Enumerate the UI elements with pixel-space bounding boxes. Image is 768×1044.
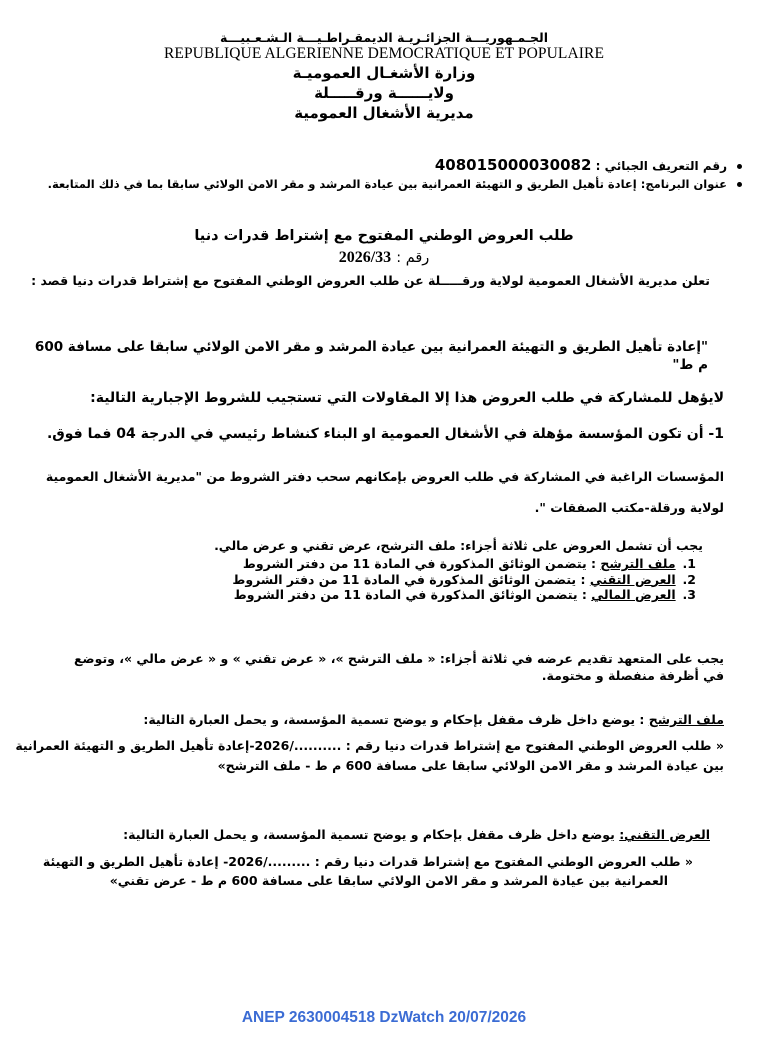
candidacy-label: ملف الترشح xyxy=(648,712,724,727)
tender-object: "إعادة تأهيل الطريق و التهيئة العمرانية بين عيادة المرشد و مقر الامن الولائي سابقا على مسافة 600 م ط" xyxy=(34,339,708,373)
tax-id-value: 408015000030082 xyxy=(434,156,592,174)
parts-intro: يجب أن تشمل العروض على ثلاثة أجزاء: ملف الترشح، عرض تقني و عرض مالي. xyxy=(214,538,703,553)
parts-list xyxy=(176,556,696,603)
candidacy-instructions: : يوضع داخل ظرف مقفل بإحكام و يوضح تسمية المؤسسة، و يحمل العبارة التالية: xyxy=(143,712,645,727)
list-item xyxy=(176,587,696,603)
republic-arabic: الجـمـهوريـــة الجزائـريـة الديمقـراطـيـــة الـشـعـبيـــة xyxy=(219,30,548,45)
technical-phrase-2: العمرانية بين عيادة المرشد و مقر الامن الولائي سابقا على مسافة 600 م ط - عرض تقني» xyxy=(109,873,668,888)
tender-number-value: 2026/33 xyxy=(338,249,392,266)
technical-heading xyxy=(30,827,710,842)
candidacy-phrase-2: بين عيادة المرشد و مقر الامن الولائي سابقا على مسافة 600 م ط - ملف الترشح» xyxy=(217,758,724,773)
technical-phrase-1: « طلب العروض الوطني المفتوح مع إشتراط قدرات دنيا رقم : ........./2026- إعادة تأهيل الطريق و التهيئة xyxy=(42,854,693,869)
item-number: 2. xyxy=(682,571,696,587)
bullet-icon xyxy=(737,164,742,169)
item-label: ملف الترشح xyxy=(600,556,676,571)
conditions-intro: لايؤهل للمشاركة في طلب العروض هذا إلا المقاولات التي تستجيب للشروط الإجبارية التالية: xyxy=(90,390,724,406)
ministry-name: وزارة الأشغـال العموميـة xyxy=(292,64,476,82)
tender-number xyxy=(0,250,768,266)
withdraw-line-1: المؤسسات الراغبة في المشاركة في طلب العروض بإمكانهم سحب دفتر الشروط من "مديرية الأشغال العمومية xyxy=(45,469,724,484)
condition-1: 1- أن تكون المؤسسة مؤهلة في الأشغال العمومية او البناء كنشاط رئيسي في الدرجة 04 فما فوق. xyxy=(46,426,724,442)
tax-id-label: رقم التعريف الجبائي : xyxy=(595,159,727,173)
candidacy-heading xyxy=(24,712,724,727)
item-label: العرض التقني xyxy=(589,571,676,587)
list-item xyxy=(176,572,696,588)
withdraw-line-2: لولاية ورقلة-مكتب الصفقات ". xyxy=(534,500,724,515)
tender-title: طلب العروض الوطني المفتوح مع إشتراط قدرات دنيا xyxy=(194,228,574,244)
item-label: العرض المالي xyxy=(591,587,676,602)
item-text: : يتضمن الوثائق المذكورة في المادة 11 من دفتر الشروط xyxy=(242,556,597,571)
item-number: 1. xyxy=(682,556,696,571)
tender-number-label: رقم : xyxy=(396,250,430,266)
item-number: 3. xyxy=(682,587,696,602)
item-text: : يتضمن الوثائق المذكورة في المادة 11 من دفتر الشروط xyxy=(232,571,586,587)
tax-id-line xyxy=(22,156,742,174)
submission-line-2: في أظرفة منفصلة و مختومة. xyxy=(541,668,724,683)
technical-instructions: يوضع داخل ظرف مقفل بإحكام و يوضح تسمية المؤسسة، و يحمل العبارة التالية: xyxy=(123,827,615,842)
announcement-text: تعلن مديرية الأشغال العمومية لولاية ورقـــــلة عن طلب العروض الوطني المفتوح مع إشتراط قدرات دنيا قصد : xyxy=(31,273,710,288)
list-item xyxy=(176,556,696,572)
item-text: : يتضمن الوثائق المذكورة في المادة 11 من دفتر الشروط xyxy=(233,587,587,602)
republic-french: REPUBLIQUE ALGERIENNE DEMOCRATIQUE ET POPULAIRE xyxy=(163,45,605,62)
candidacy-phrase-1: « طلب العروض الوطني المفتوح مع إشتراط قدرات دنيا رقم : ........../2026-إعادة تأهيل الطريق و التهيئة العمرانية xyxy=(15,738,724,753)
document-header xyxy=(0,30,768,123)
technical-label: العرض التقني: xyxy=(619,827,710,842)
program-text: إعادة تأهيل الطريق و التهيئة العمرانية بين عيادة المرشد و مقر الامن الولائي سابقا بما في ذلك المتابعة. xyxy=(47,177,637,191)
submission-line-1: يجب على المتعهد تقديم عرضه في ثلاثة أجزاء: « ملف الترشح »، « عرض تقني » و « عرض مالي »، وتوضع xyxy=(73,651,724,666)
bullet-icon xyxy=(737,182,742,187)
wilaya-name: ولايــــــة ورقـــــلة xyxy=(314,84,454,102)
program-label: عنوان البرنامج: xyxy=(640,177,727,191)
footer-reference: ANEP 2630004518 DzWatch 20/07/2026 xyxy=(241,1009,527,1026)
parts-items xyxy=(176,556,696,603)
program-line xyxy=(22,177,742,191)
directorate-name: مديرية الأشغال العمومية xyxy=(294,104,474,122)
